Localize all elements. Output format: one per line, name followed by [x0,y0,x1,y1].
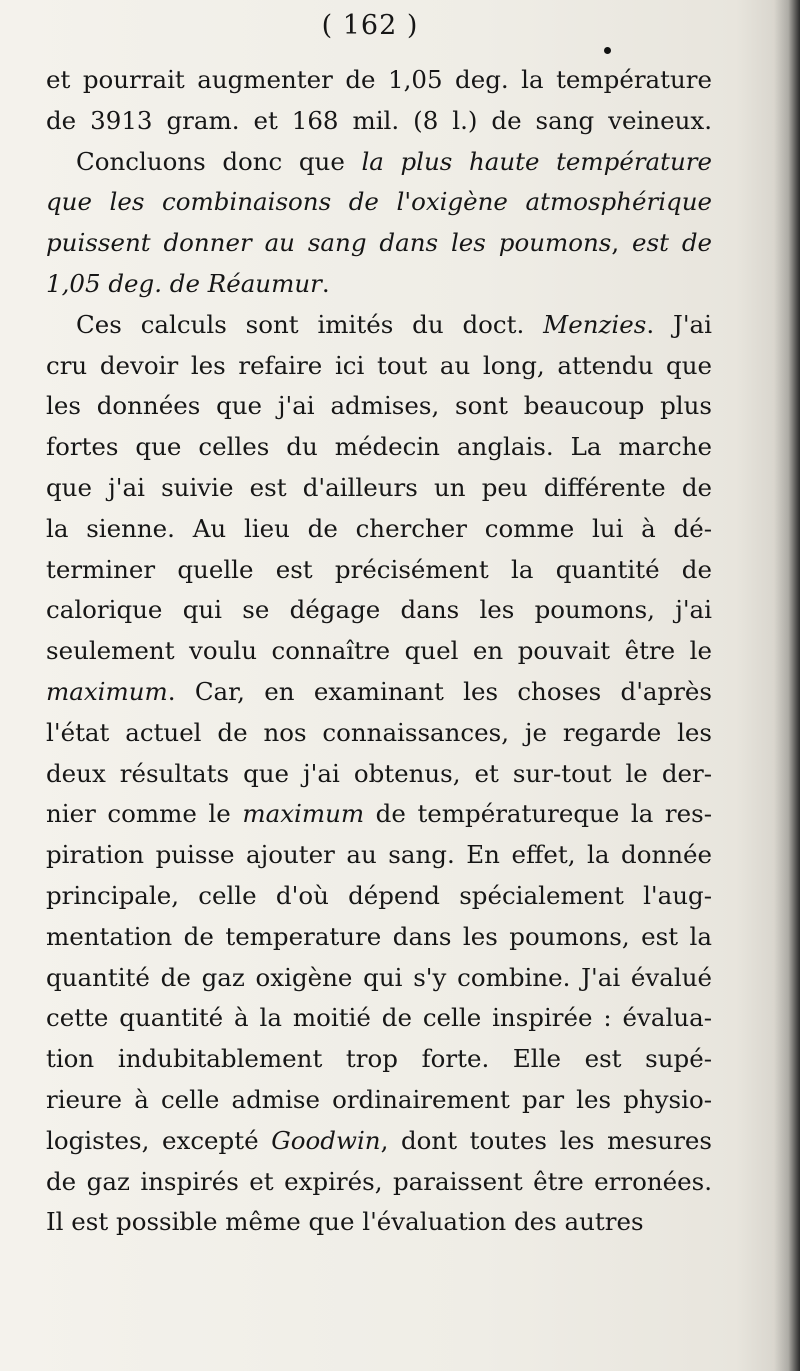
text-line [46,101,712,142]
text-line [46,346,712,387]
text-line [46,672,712,713]
ink-speck [604,47,611,54]
text-segment: mentation de temperature dans les poumons, est la [46,921,712,951]
text-segment: Ces calculs sont imités du doct. [76,309,544,339]
text-line [46,182,712,223]
text-line [46,958,712,999]
text-segment: que j'ai suivie est d'ailleurs un peu différente de [46,472,712,502]
italic-text: 1,05 deg. de Réaumur [46,268,322,298]
text-segment: les données que j'ai admises, sont beaucoup plus [46,391,712,421]
text-segment: cru devoir les refaire ici tout au long, attendu que [46,350,712,380]
text-segment: seulement voulu connaître quel en pouvait être le [46,636,712,666]
text-line [46,917,712,958]
text-segment: deux résultats que j'ai obtenus, et sur-tout le der- [46,758,712,788]
text-segment: principale, celle d'où dépend spécialement l'aug- [46,880,712,910]
text-segment: logistes, excepté [46,1125,272,1155]
text-segment: la sienne. Au lieu de chercher comme lui à dé- [46,513,712,543]
text-line [46,1121,712,1162]
text-line [46,427,712,468]
text-line [46,754,712,795]
page-gutter-shadow [774,0,800,1371]
text-segment: tion indubitablement trop forte. Elle est supé- [46,1044,712,1074]
italic-text: maximum [242,799,365,829]
text-segment: , dont toutes les mesures [380,1125,712,1155]
text-segment: fortes que celles du médecin anglais. La marche [46,432,712,462]
italic-text: puissent donner au sang dans les poumons [46,228,612,258]
text-segment: piration puisse ajouter au sang. En effet, la donnée [46,840,712,870]
italic-text: Menzies [543,309,647,339]
italic-text: Goodwin [271,1125,381,1155]
text-segment: et pourrait augmenter de 1,05 deg. la température [46,65,712,94]
text-segment: , [611,228,633,258]
text-segment: de gaz inspirés et expirés, paraissent être erronées. [46,1166,712,1196]
text-segment: de 3913 gram. et 168 mil. (8 l.) de sang veineux. [46,105,712,135]
text-line [46,60,712,101]
text-line [46,876,712,917]
page-number: ( 162 ) [321,10,419,41]
text-line [46,1162,712,1203]
text-segment: . [321,268,330,298]
italic-text: la plus haute température [361,146,712,176]
text-segment: l'état actuel de nos connaissances, je regarde les [46,717,712,747]
text-line [46,835,712,876]
text-line [46,509,712,550]
text-line [46,794,712,835]
text-line [46,386,712,427]
text-line [46,1039,712,1080]
text-line [46,1080,712,1121]
text-segment: Il est possible même que l'évaluation des autres [46,1207,644,1237]
text-segment: Concluons donc que [76,146,362,176]
text-segment: rieure à celle admise ordinairement par les physio- [46,1084,712,1114]
text-line [46,468,712,509]
text-line [46,590,712,631]
text-segment: cette quantité à la moitié de celle inspirée : évalua- [46,1003,712,1033]
text-segment: nier comme le [46,799,243,829]
text-line [46,713,712,754]
text-line [46,264,712,305]
text-segment: quantité de gaz oxigène qui s'y combine. J'ai évalué [46,962,712,992]
text-line [46,223,712,264]
text-segment: terminer quelle est précisément la quantité de [46,554,712,584]
text-line [46,142,712,183]
italic-text: que les combinaisons de l'oxigène atmosphérique [46,187,712,217]
text-line [46,998,712,1039]
text-line [46,1202,712,1243]
text-segment: calorique qui se dégage dans les poumons, j'ai [46,595,712,625]
text-segment: . J'ai [646,309,713,339]
text-line [46,305,712,346]
text-segment: . Car, en examinant les choses d'après [167,676,712,706]
body-text [46,60,712,1243]
italic-text: est de [632,228,713,258]
text-line [46,631,712,672]
text-line [46,550,712,591]
italic-text: maximum [46,676,168,706]
text-segment: de températureque la res- [364,799,712,829]
